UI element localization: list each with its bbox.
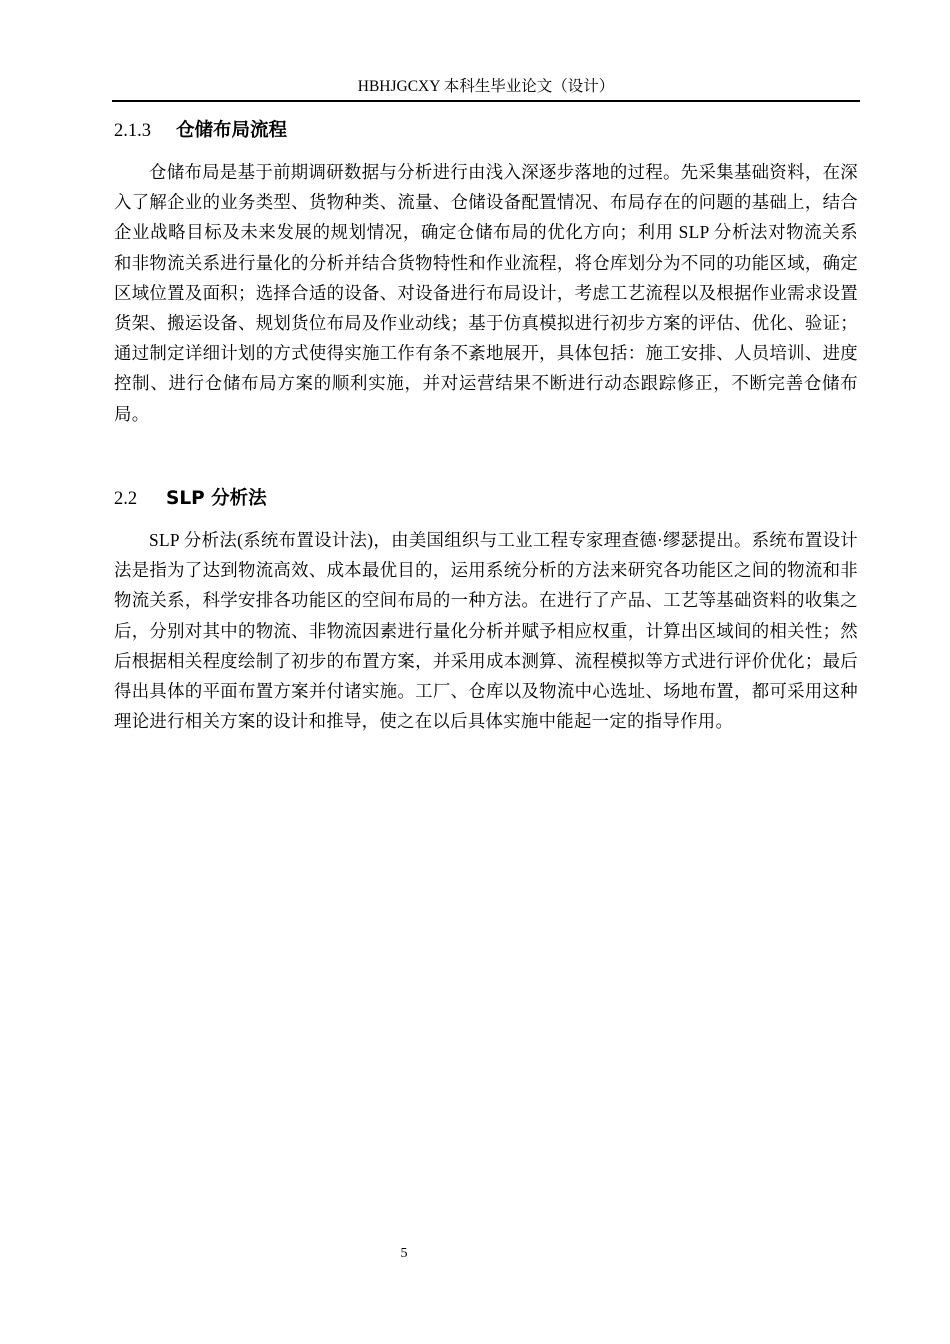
- header-rule: [112, 100, 860, 102]
- page-number: 5: [400, 1246, 408, 1261]
- section-number: 2.2: [114, 489, 138, 509]
- section-title: SLP 分析法: [166, 488, 267, 509]
- running-header: HBHJGCXY 本科生毕业论文（设计）: [357, 78, 615, 95]
- paragraph-warehouse-layout-process: 仓储布局是基于前期调研数据与分析进行由浅入深逐步落地的过程。先采集基础资料，在深入了解企业的业务类型、货物种类、流量、仓储设备配置情况、布局存在的问题的基础上，结合企业战略目标及未来发展的规划情况，确定仓储布局的优化方向；利用 SLP 分析法对物流关系和非物流关系进行量化的分析并结合货物特性和作业流程，将仓库划分为不同的功能区域，确定区域位置及面积；选择合适的设备、对设备进行布局设计，考虑工艺流程以及根据作业需求设置货架、搬运设备、规划货位布局及作业动线；基于仿真模拟进行初步方案的评估、优化、验证；通过制定详细计划的方式使得实施工作有条不紊地展开，具体包括：施工安排、人员培训、进度控制、进行仓储布局方案的顺利实施，并对运营结果不断进行动态跟踪修正，不断完善仓储布局。: [114, 162, 858, 424]
- section-heading-2-2: [114, 487, 267, 511]
- section-number: 2.1.3: [114, 121, 151, 141]
- section-heading-2-1-3: [114, 119, 287, 143]
- paragraph-slp-method: SLP 分析法(系统布置设计法)，由美国组织与工业工程专家理查德·缪瑟提出。系统布置设计法是指为了达到物流高效、成本最优目的，运用系统分析的方法来研究各功能区之间的物流和非物流关系，科学安排各功能区的空间布局的一种方法。在进行了产品、工艺等基础资料的收集之后，分别对其中的物流、非物流因素进行量化分析并赋予相应权重，计算出区域间的相关性；然后根据相关程度绘制了初步的布置方案，并采用成本测算、流程模拟等方式进行评价优化；最后得出具体的平面布置方案并付诸实施。工厂、仓库以及物流中心选址、场地布置，都可采用这种理论进行相关方案的设计和推导，使之在以后具体实施中能起一定的指导作用。: [114, 530, 858, 732]
- section-title: 仓储布局流程: [176, 120, 288, 141]
